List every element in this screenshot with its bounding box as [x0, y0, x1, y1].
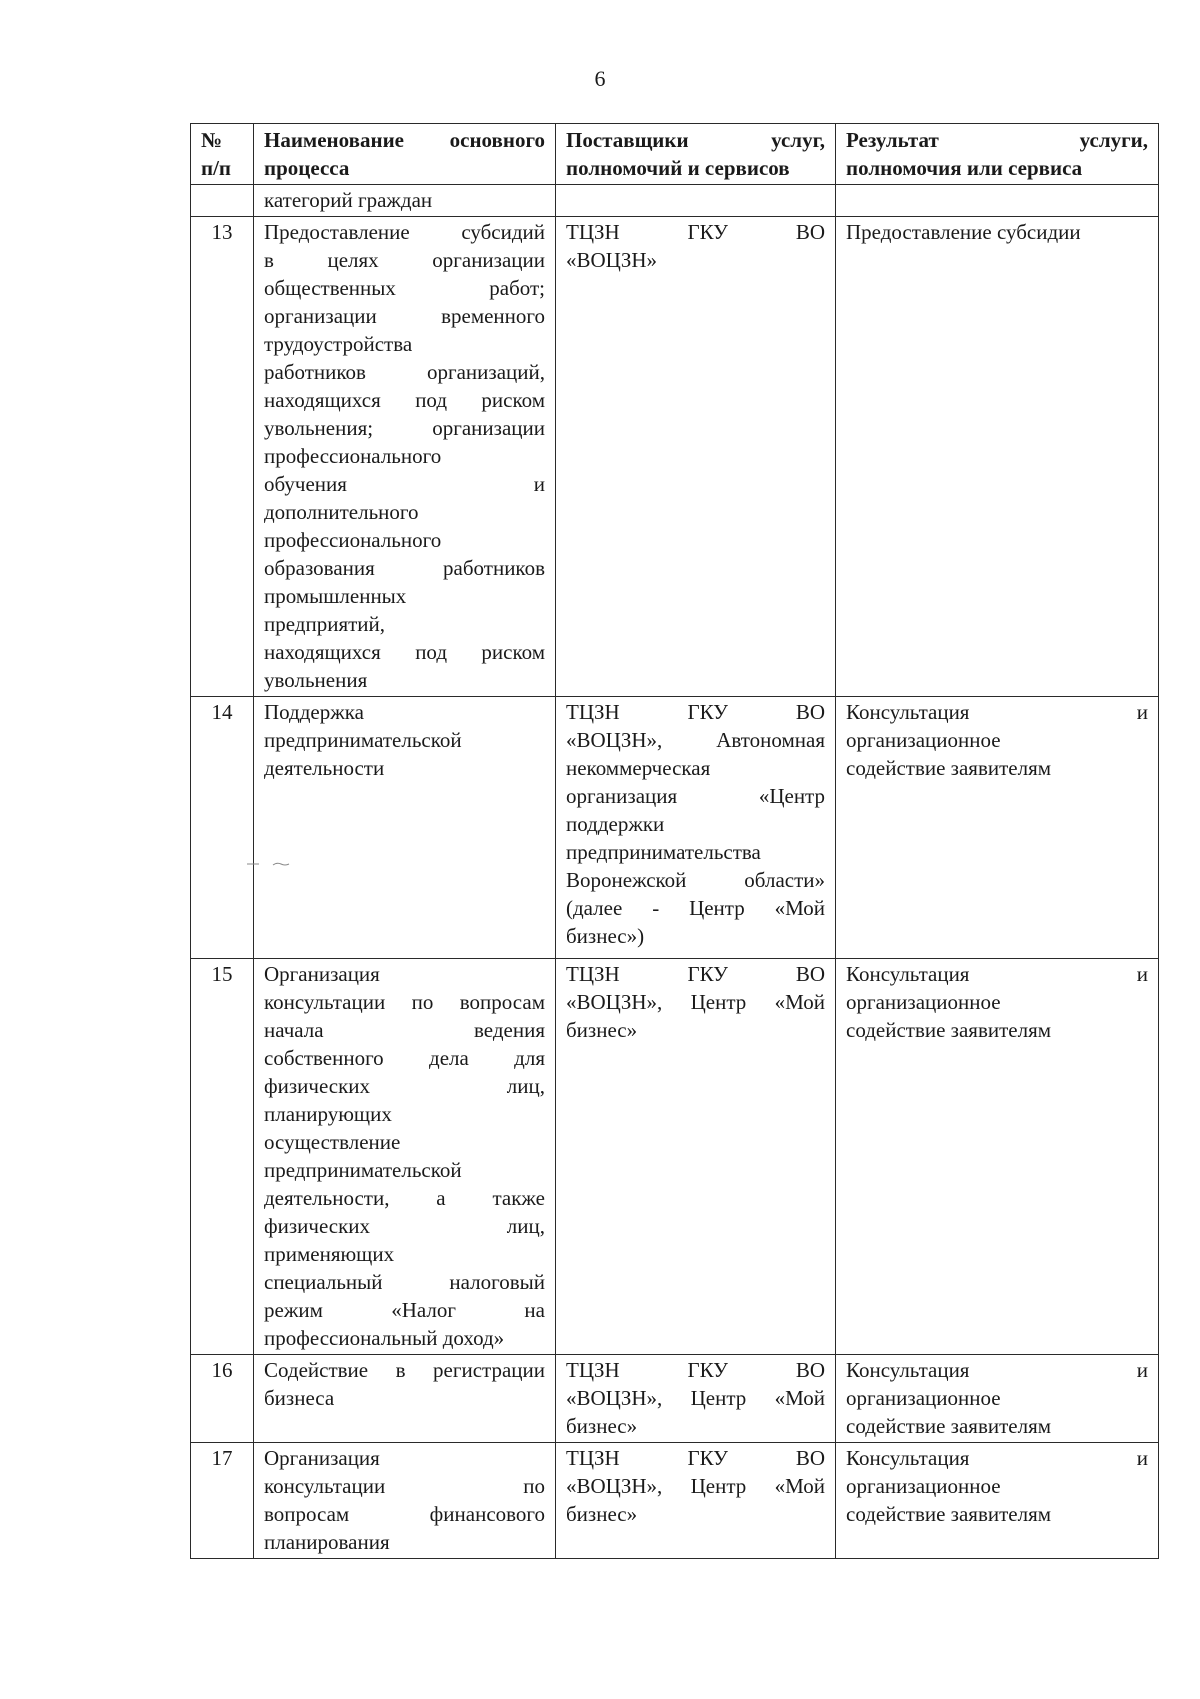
cell-process	[254, 1355, 556, 1443]
cell-process-line: организации временного	[264, 304, 545, 328]
cell-process-line: планирования	[264, 1530, 390, 1554]
cell-process-line: физических лиц,	[264, 1214, 545, 1238]
header-providers-line: Поставщики услуг,	[566, 128, 825, 152]
cell-process-line: физических лиц,	[264, 1074, 545, 1098]
cell-providers-line: «ВОЦЗН»	[566, 248, 658, 272]
cell-process-line: увольнения	[264, 668, 368, 692]
cell-process	[254, 959, 556, 1355]
cell-providers-line: поддержки	[566, 812, 665, 836]
cell-result-line: организационное	[846, 728, 1001, 752]
cell-providers-line: предпринимательства	[566, 840, 761, 864]
cell-process-line: консультации по вопросам	[264, 990, 545, 1014]
cell-process-line: Организация	[264, 962, 380, 986]
cell-providers-line: ТЦЗН ГКУ ВО	[566, 700, 825, 724]
cell-result-line: содействие заявителям	[846, 1502, 1052, 1526]
cell-providers-line: «ВОЦЗН», Центр «Мой	[566, 1386, 825, 1410]
cell-process-line: деятельности, а также	[264, 1186, 545, 1210]
cell-process-line: консультации по	[264, 1474, 545, 1498]
cell-process-line: общественных работ;	[264, 276, 545, 300]
scan-mark	[272, 862, 290, 866]
cell-result-line: организационное	[846, 1474, 1001, 1498]
cell-result	[836, 959, 1159, 1355]
cell-result-line: Консультация и	[846, 1446, 1148, 1470]
cell-process	[254, 1443, 556, 1559]
cell-result-line: Консультация и	[846, 962, 1148, 986]
cell-number: 17	[191, 1443, 254, 1559]
header-providers	[556, 124, 836, 185]
page-number: 6	[594, 66, 606, 91]
cell-providers-line: «ВОЦЗН», Центр «Мой	[566, 990, 825, 1014]
cell-providers	[556, 959, 836, 1355]
cell-process-line: дополнительного	[264, 500, 419, 524]
cell-providers-line: бизнес»	[566, 1502, 638, 1526]
table-row	[191, 1355, 1159, 1443]
cell-result	[836, 1355, 1159, 1443]
cell-number: 16	[191, 1355, 254, 1443]
cell-providers-line: ТЦЗН ГКУ ВО	[566, 1358, 825, 1382]
cell-result-line: организационное	[846, 1386, 1001, 1410]
cell-providers	[556, 185, 836, 217]
cell-number: 14	[191, 697, 254, 959]
cell-process	[254, 217, 556, 697]
header-providers-line: полномочий и сервисов	[566, 156, 790, 180]
cell-providers	[556, 1355, 836, 1443]
cell-providers-line: Воронежской области»	[566, 868, 825, 892]
cell-result-line: содействие заявителям	[846, 1414, 1052, 1438]
cell-providers-line: бизнес»	[566, 1018, 638, 1042]
cell-result-line: Консультация и	[846, 1358, 1148, 1382]
cell-result-line: содействие заявителям	[846, 756, 1052, 780]
table-row	[191, 959, 1159, 1355]
cell-process	[254, 697, 556, 959]
cell-process-line: предприятий,	[264, 612, 386, 636]
cell-providers-line: «ВОЦЗН», Центр «Мой	[566, 1474, 825, 1498]
cell-process-line: деятельности	[264, 756, 385, 780]
cell-process-line: находящихся под риском	[264, 640, 545, 664]
cell-providers-line: бизнес»	[566, 1414, 638, 1438]
cell-process-line: профессиональный доход»	[264, 1326, 505, 1350]
cell-process-line: предпринимательской	[264, 728, 462, 752]
cell-number: 13	[191, 217, 254, 697]
header-result-line: Результат услуги,	[846, 128, 1148, 152]
header-number-line: п/п	[201, 156, 232, 180]
cell-process-line: Поддержка	[264, 700, 364, 724]
cell-process-line: Организация	[264, 1446, 380, 1470]
cell-providers-line: бизнес»)	[566, 924, 645, 948]
header-process	[254, 124, 556, 185]
cell-process-line: Содействие в регистрации	[264, 1358, 545, 1382]
cell-process	[254, 185, 556, 217]
cell-process-line: начала ведения	[264, 1018, 545, 1042]
cell-process-line: работников организаций,	[264, 360, 545, 384]
cell-process-line: планирующих	[264, 1102, 392, 1126]
table-header	[191, 124, 1159, 185]
scan-mark	[246, 862, 260, 866]
table-row	[191, 217, 1159, 697]
cell-process-line: категорий граждан	[264, 188, 433, 212]
cell-process-line: предпринимательской	[264, 1158, 462, 1182]
cell-number	[191, 185, 254, 217]
cell-providers	[556, 697, 836, 959]
cell-process-line: специальный налоговый	[264, 1270, 545, 1294]
cell-number: 15	[191, 959, 254, 1355]
cell-process-line: собственного дела для	[264, 1046, 545, 1070]
cell-providers-line: ТЦЗН ГКУ ВО	[566, 1446, 825, 1470]
cell-process-line: режим «Налог на	[264, 1298, 545, 1322]
cell-result-line: Консультация и	[846, 700, 1148, 724]
header-row	[191, 124, 1159, 185]
cell-process-line: обучения и	[264, 472, 545, 496]
cell-process-line: вопросам финансового	[264, 1502, 545, 1526]
cell-result	[836, 217, 1159, 697]
cell-result-line: содействие заявителям	[846, 1018, 1052, 1042]
cell-process-line: профессионального	[264, 444, 442, 468]
header-process-line: процесса	[264, 156, 350, 180]
cell-providers-line: некоммерческая	[566, 756, 711, 780]
cell-result	[836, 1443, 1159, 1559]
cell-providers-line: организация «Центр	[566, 784, 825, 808]
table-row-continuation	[191, 185, 1159, 217]
header-process-line: Наименование основного	[264, 128, 545, 152]
cell-process-line: трудоустройства	[264, 332, 413, 356]
cell-providers	[556, 1443, 836, 1559]
cell-process-line: в целях организации	[264, 248, 545, 272]
table-row	[191, 1443, 1159, 1559]
header-result	[836, 124, 1159, 185]
cell-result-line: Предоставление субсидии	[846, 220, 1081, 244]
table-body	[191, 185, 1159, 1559]
cell-process-line: увольнения; организации	[264, 416, 545, 440]
cell-providers-line: (далее - Центр «Мой	[566, 896, 825, 920]
cell-providers-line: ТЦЗН ГКУ ВО	[566, 220, 825, 244]
cell-process-line: Предоставление субсидий	[264, 220, 545, 244]
services-table	[190, 123, 1159, 1559]
cell-result	[836, 697, 1159, 959]
cell-process-line: профессионального	[264, 528, 442, 552]
cell-process-line: промышленных	[264, 584, 407, 608]
cell-result	[836, 185, 1159, 217]
header-number-line: №	[201, 128, 223, 152]
cell-process-line: находящихся под риском	[264, 388, 545, 412]
cell-process-line: применяющих	[264, 1242, 395, 1266]
cell-providers	[556, 217, 836, 697]
cell-process-line: образования работников	[264, 556, 545, 580]
cell-process-line: бизнеса	[264, 1386, 335, 1410]
cell-providers-line: «ВОЦЗН», Автономная	[566, 728, 825, 752]
table-row	[191, 697, 1159, 959]
header-result-line: полномочия или сервиса	[846, 156, 1083, 180]
header-number	[191, 124, 254, 185]
cell-result-line: организационное	[846, 990, 1001, 1014]
cell-process-line: осуществление	[264, 1130, 401, 1154]
cell-providers-line: ТЦЗН ГКУ ВО	[566, 962, 825, 986]
